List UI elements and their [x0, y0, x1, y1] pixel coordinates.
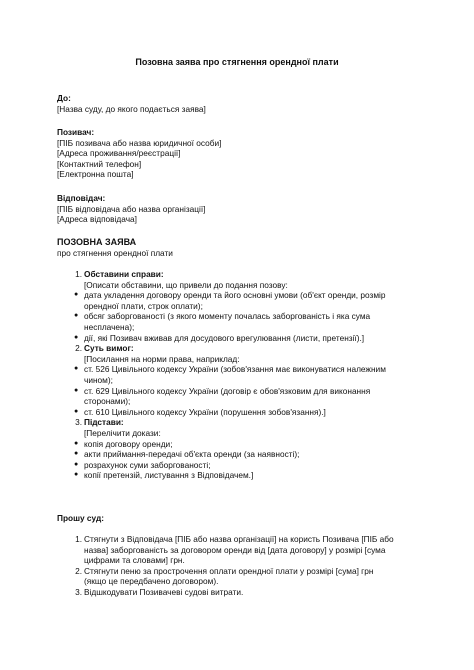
request-list: [57, 534, 437, 598]
request-text: Стягнути пеню за прострочення оплати орендної плати у розмірі [сума] грн: [84, 565, 374, 576]
bullet-dot-icon: ●: [74, 407, 79, 415]
section-note: [Описати обставини, що привели до подання позову:: [84, 279, 288, 290]
bullet-dot-icon: ●: [74, 333, 79, 341]
bullet-text: копія договору оренди;: [84, 438, 173, 449]
bullet-text: сторонами);: [84, 396, 131, 407]
section-note: [Перелічити докази:: [84, 427, 161, 438]
plaintiff-block: [57, 127, 427, 180]
defendant-address: [Адреса відповідача]: [57, 214, 137, 225]
request-item-3: [57, 587, 437, 598]
bullet-item: [57, 407, 437, 418]
bullet-text: чином);: [84, 374, 113, 385]
section-title: Обставини справи:: [84, 269, 164, 279]
bullet-item: [57, 333, 437, 344]
bullet-text: акти приймання-передачі об'єкта оренди (за наявності);: [84, 449, 300, 460]
section-number: 2.: [75, 343, 82, 354]
request-text: цифрами та словами] грн.: [84, 555, 185, 566]
bullet-text: ст. 526 Цивільного кодексу України (зобов'язання має виконуватися належним: [84, 364, 386, 375]
bullet-item: [57, 386, 437, 407]
request-text: Стягнути з Відповідача [ПІБ або назва організації] на користь Позивача [ПІБ або: [84, 534, 394, 544]
document-title: Позовна заява про стягнення орендної плати: [135, 57, 339, 67]
section-3: [57, 417, 437, 438]
claim-heading: ПОЗОВНА ЗАЯВА: [57, 237, 137, 247]
defendant-label: Відповідач:: [57, 193, 106, 203]
bullet-item: [57, 470, 437, 481]
request-item-2: [57, 566, 437, 587]
bullet-text: орендної плати, строк оплати);: [84, 300, 203, 311]
bullet-text: обсяг заборгованості (з якого моменту почалась заборгованість і яка сума: [84, 311, 371, 322]
request-text: (якщо це передбачено договором).: [84, 576, 219, 587]
section-number: 3.: [75, 417, 82, 428]
section-number: 1.: [75, 269, 82, 279]
plaintiff-email: [Електронна пошта]: [57, 169, 134, 180]
bullet-dot-icon: ●: [74, 291, 79, 299]
claim-heading-block: [57, 237, 427, 258]
plaintiff-phone: [Контактний телефон]: [57, 158, 142, 169]
request-text: назва] заборгованість за договором оренди від [дата договору] у розмірі [сума: [84, 544, 386, 555]
bullet-dot-icon: ●: [74, 460, 79, 468]
bullet-dot-icon: ●: [74, 312, 79, 320]
bullet-text: розрахунок суми заборгованості;: [84, 459, 211, 470]
section-note: [Посилання на норми права, наприклад:: [84, 353, 240, 364]
request-heading: Прошу суд:: [57, 513, 104, 523]
plaintiff-address: [Адреса проживання/реєстрації]: [57, 148, 181, 159]
to-block: [57, 93, 427, 114]
bullet-item: [57, 290, 437, 311]
claim-subheading: про стягнення орендної плати: [57, 247, 173, 258]
court-name: [Назва суду, до якого подається заява]: [57, 103, 206, 114]
bullet-dot-icon: ●: [74, 450, 79, 458]
plaintiff-name: [ПІБ позивача або назва юридичної особи]: [57, 137, 222, 148]
request-text: Відшкодувати Позивачеві судові витрати.: [84, 586, 244, 597]
claim-sections: [57, 269, 437, 481]
section-title: Підстави:: [84, 417, 124, 428]
bullet-text: дії, які Позивач вживав для досудового врегулювання (листи, претензії).]: [84, 332, 365, 343]
section-2: [57, 343, 437, 364]
section-title: Суть вимог:: [84, 343, 134, 354]
request-number: 2.: [75, 565, 82, 576]
bullet-dot-icon: ●: [74, 471, 79, 479]
bullet-dot-icon: ●: [74, 439, 79, 447]
bullet-text: несплачена);: [84, 321, 135, 332]
bullet-text: дата укладення договору оренди та його основні умови (об'єкт оренди, розмір: [84, 290, 386, 301]
request-item-1: [57, 534, 437, 566]
plaintiff-label: Позивач:: [57, 127, 95, 137]
request-number: 3.: [75, 586, 82, 597]
bullet-item: [57, 364, 437, 385]
bullet-item: [57, 460, 437, 471]
request-heading-block: [57, 513, 427, 524]
bullet-text: ст. 610 Цивільного кодексу України (порушення зобов'язання).]: [84, 406, 326, 417]
bullet-dot-icon: ●: [74, 365, 79, 373]
bullet-text: ст. 629 Цивільного кодексу України (договір є обов'язковим для виконання: [84, 385, 371, 396]
bullet-text: копії претензій, листування з Відповідачем.]: [84, 470, 254, 481]
bullet-dot-icon: ●: [74, 386, 79, 394]
defendant-block: [57, 193, 427, 225]
to-label: До:: [57, 93, 71, 103]
defendant-name: [ПІБ відповідача або назва організації]: [57, 203, 206, 214]
bullet-item: [57, 439, 437, 450]
bullet-item: [57, 449, 437, 460]
request-number: 1.: [75, 534, 82, 544]
bullet-item: [57, 311, 437, 332]
section-1: [57, 269, 437, 290]
